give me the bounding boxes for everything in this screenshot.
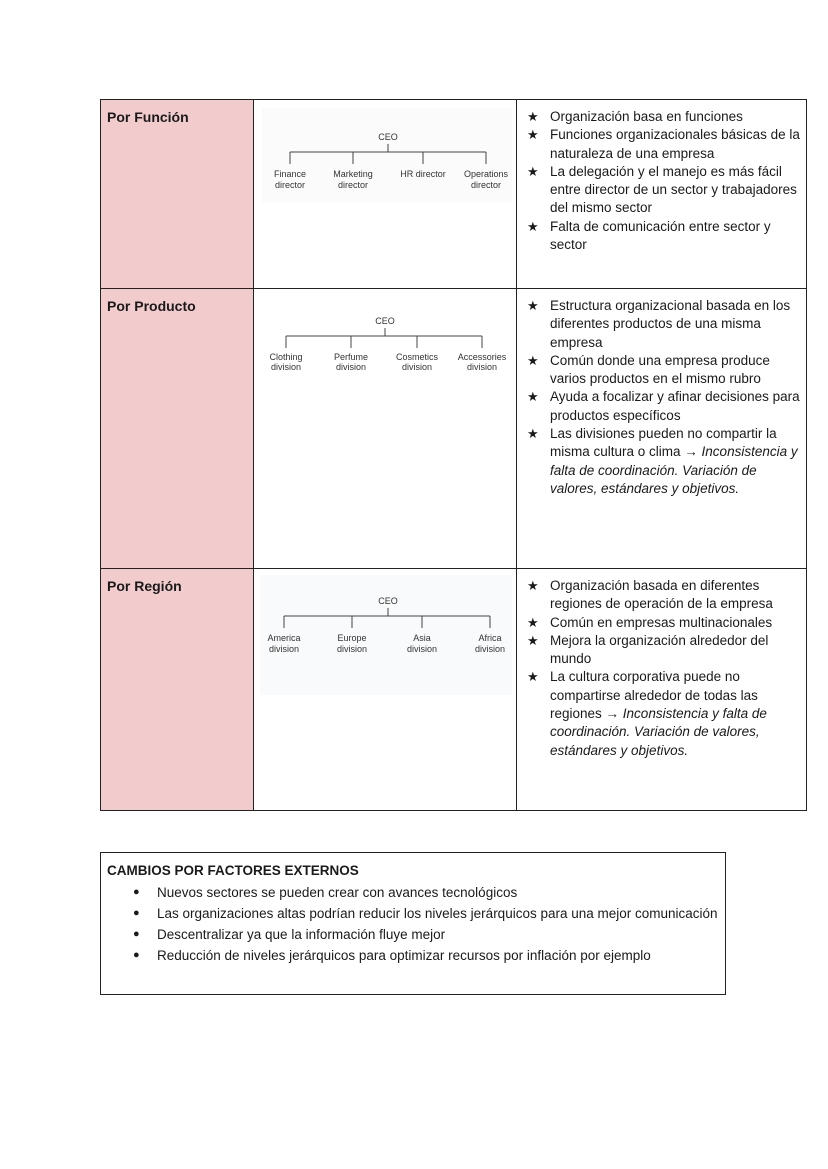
chart-node-label: director (337, 180, 369, 190)
star-icon: ★ (527, 109, 539, 124)
table-row (101, 569, 807, 811)
chart-node-label: HR director (400, 169, 446, 179)
list-item: ★ Las divisiones pueden no compartir la misma cultura o clima → Inconsistencia y falta de coordinación. Variación de valores, estándares y objetivos. (527, 426, 798, 496)
star-icon: ★ (527, 352, 539, 368)
star-icon: ★ (527, 426, 539, 442)
star-icon: ★ (527, 578, 539, 593)
chart-node-label: America (267, 633, 301, 643)
org-chart-cell (254, 289, 517, 569)
chart-node-label: division (406, 644, 438, 654)
org-chart-product (254, 289, 516, 389)
star-icon: ★ (527, 389, 539, 405)
row-label: Por Producto (101, 289, 254, 569)
chart-node-label: division (466, 362, 498, 372)
org-structure-table (100, 99, 807, 811)
list-item: ★ Organización basada en diferentes regiones de operación de la empresa (527, 578, 773, 612)
chart-root-label: CEO (378, 596, 398, 606)
list-item: ★ La cultura corporativa puede no compartirse alrededor de todas las regiones → Inconsistencia y falta de coordinación. Variación de valores, estándares y objetivos. (527, 669, 767, 758)
bullet-list (525, 297, 800, 498)
list-item: ★ Organización basa en funciones (525, 108, 800, 126)
org-chart-cell (254, 100, 517, 289)
chart-node-label: division (270, 362, 302, 372)
list-item: ● Nuevos sectores se pueden crear con avances tecnológicos (107, 882, 719, 903)
list-item: ★ Funciones organizacionales básicas de la naturaleza de una empresa (527, 127, 800, 161)
bullet-list (525, 108, 800, 254)
chart-node-label: division (268, 644, 300, 654)
external-factors-list (107, 882, 719, 966)
chart-node-label: Europe (337, 633, 367, 643)
star-icon: ★ (527, 127, 539, 143)
chart-node-label: division (336, 644, 368, 654)
list-item: ★ Mejora la organización alrededor del mundo (527, 632, 769, 667)
chart-node-label: division (474, 644, 506, 654)
list-item: ★ Común en empresas multinacionales (525, 614, 800, 632)
list-item: ★ Común donde una empresa produce varios productos en el mismo rubro (527, 352, 770, 387)
chart-node-label: Operations (463, 169, 509, 179)
dot-icon: ● (133, 907, 140, 919)
chart-node-label: division (401, 362, 433, 372)
chart-root-label: CEO (378, 132, 398, 142)
list-item: ● Las organizaciones altas podrían reducir los niveles jerárquicos para una mejor comunicación (107, 903, 719, 924)
chart-node-label: Asia (413, 633, 431, 643)
dot-icon: ● (133, 949, 140, 961)
star-icon: ★ (527, 163, 539, 179)
chart-node-label: Clothing (269, 352, 303, 362)
chart-root-label: CEO (375, 316, 395, 326)
chart-node-label: Accessories (457, 352, 507, 362)
list-item: ★ Falta de comunicación entre sector y sector (527, 218, 771, 253)
star-icon: ★ (527, 614, 539, 630)
dot-icon: ● (133, 928, 140, 940)
list-item: ● Reducción de niveles jerárquicos para optimizar recursos por inflación por ejemplo (107, 945, 719, 966)
table-row (101, 100, 807, 289)
table-row (101, 289, 807, 569)
dot-icon: ● (133, 886, 140, 898)
row-label: Por Función (101, 100, 254, 289)
org-chart-region (254, 569, 516, 699)
star-icon: ★ (527, 298, 539, 313)
row-label: Por Región (101, 569, 254, 811)
description-cell (517, 289, 807, 569)
chart-node-label: Cosmetics (395, 352, 439, 362)
external-factors-box (100, 852, 726, 995)
chart-node-label: Finance (273, 169, 307, 179)
list-item: ★ Ayuda a focalizar y afinar decisiones para productos específicos (527, 389, 800, 423)
chart-node-label: Africa (478, 633, 502, 643)
org-chart-cell (254, 569, 517, 811)
description-cell (517, 569, 807, 811)
org-chart-function (254, 100, 516, 210)
star-icon: ★ (527, 669, 539, 685)
chart-node-label: director (470, 180, 502, 190)
list-item: ● Descentralizar ya que la información fluye mejor (107, 924, 719, 945)
chart-node-label: Marketing (333, 169, 373, 179)
star-icon: ★ (527, 218, 539, 234)
list-item: ★ Estructura organizacional basada en los diferentes productos de una misma empresa (527, 298, 791, 350)
star-icon: ★ (527, 632, 539, 648)
chart-node-label: Perfume (333, 352, 369, 362)
list-item: ★ La delegación y el manejo es más fácil entre director de un sector y trabajadores del mismo sector (527, 163, 797, 216)
box-title: CAMBIOS POR FACTORES EXTERNOS (107, 863, 359, 878)
chart-node-label: director (274, 180, 306, 190)
description-cell (517, 100, 807, 289)
bullet-list (525, 577, 800, 760)
chart-node-label: division (335, 362, 367, 372)
